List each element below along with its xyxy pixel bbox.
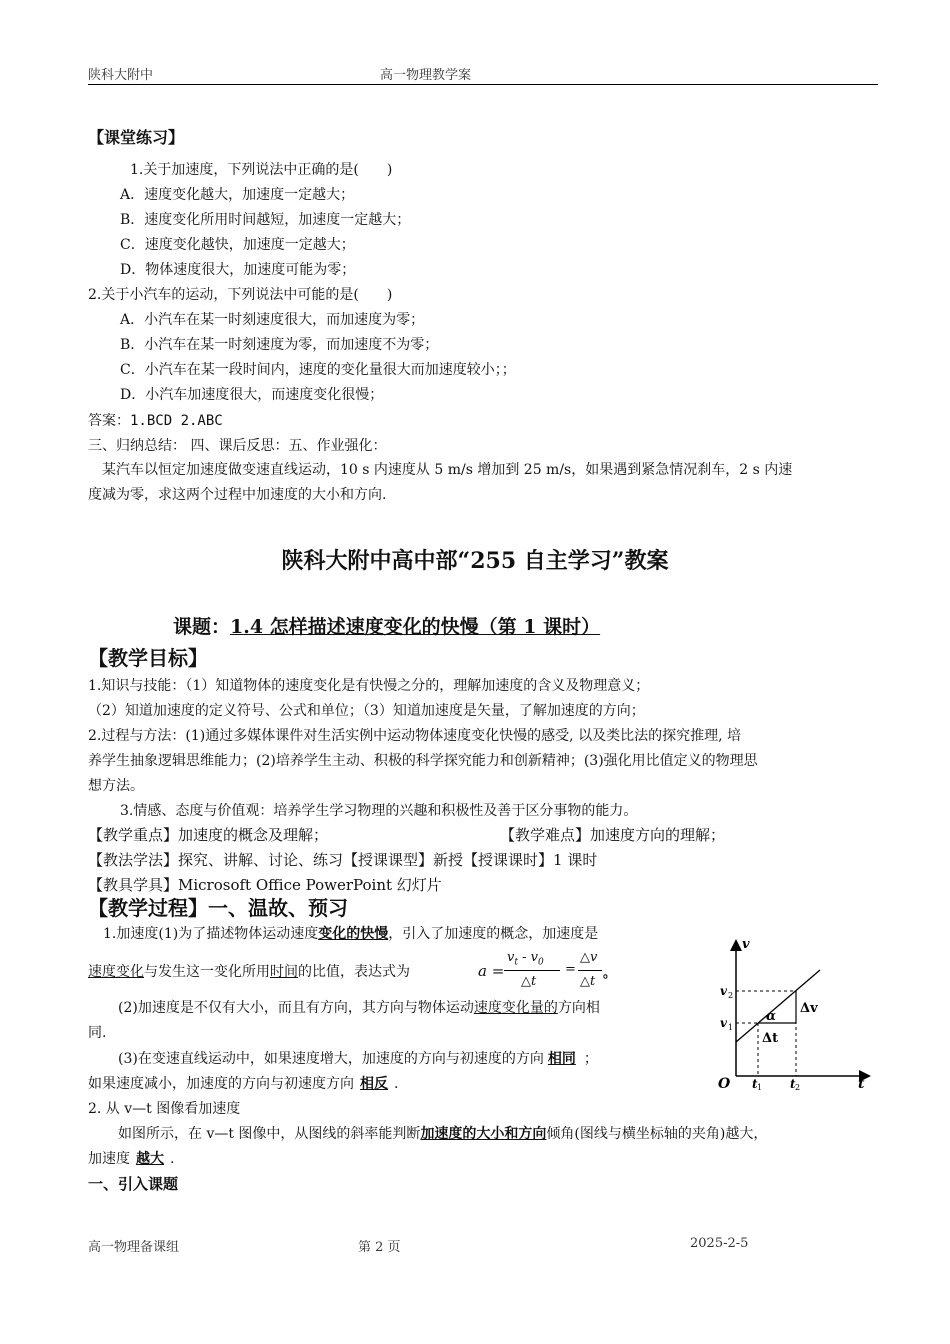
t2-label: t <box>790 1077 796 1090</box>
goals-heading: 【教学目标】 <box>88 646 208 670</box>
tools: 【教具学具】Microsoft Office PowerPoint 幻灯片 <box>88 876 442 894</box>
q2-option-a: A．小汽车在某一时刻速度很大，而加速度为零； <box>120 312 425 328</box>
review-p4 <box>118 1049 598 1069</box>
formula-v0-sub: 0 <box>538 957 544 968</box>
review-p3-blank: 速度变化量的 <box>473 1000 558 1016</box>
review-p2-b: 的比值，表达式为 <box>298 964 410 980</box>
review-p7-a: 如图所示，在 v—t 图像中，从图线的斜率能判断 <box>118 1126 421 1142</box>
review-p7-b: 倾角(图线与横坐标轴的夹角)越大， <box>546 1126 768 1142</box>
footer-page: 第 2 页 <box>358 1240 401 1255</box>
review-p6: 2. 从 v—t 图像看加速度 <box>88 1101 241 1117</box>
review-p2 <box>88 962 410 982</box>
footer-left: 高一物理备课组 <box>88 1240 180 1255</box>
formula-equals: = <box>565 962 576 977</box>
review-p3 <box>118 998 600 1018</box>
difficulty: 【教学难点】加速度方向的理解； <box>500 826 726 844</box>
t1-sub: 1 <box>757 1083 763 1090</box>
problem-line-1: 某汽车以恒定加速度做变速直线运动，10 s 内速度从 5 m/s 增加到 25 m/s，如果遇到紧急情况刹车，2 s 内速 <box>102 462 793 478</box>
formula-v0: v <box>530 950 539 965</box>
review-p5-a: 如果速度减小，加速度的方向与初速度方向 <box>88 1076 354 1092</box>
goal-1b: （2）知道加速度的定义符号、公式和单位；（3）知道加速度是矢量，了解加速度的方向； <box>88 703 645 719</box>
x-axis-label: t <box>858 1076 865 1090</box>
review-p2-a: 与发生这一变化所用 <box>144 964 270 980</box>
formula-numerator <box>507 950 544 968</box>
problem-line-2: 度减为零，求这两个过程中加速度的大小和方向. <box>88 487 387 503</box>
vt-graph <box>710 930 880 1090</box>
review-p7-blank: 加速度的大小和方向 <box>420 1126 547 1142</box>
summary-line: 三、归纳总结： 四、课后反思：五、作业强化： <box>88 438 387 454</box>
formula-dt: △t <box>580 974 596 989</box>
topic-text: 1.4 怎样描述速度变化的快慢（第 1 课时） <box>230 616 601 638</box>
review-p7 <box>118 1124 767 1144</box>
review-p3-b: 方向相 <box>557 1000 600 1016</box>
practice-heading: 【课堂练习】 <box>88 128 185 147</box>
review-p1 <box>103 924 598 944</box>
goal-2-line-1: 2.过程与方法：(1)通过多媒体课件对生活实例中运动物体速度变化快慢的感受, 以及类比法的探究推理, 培 <box>88 728 741 744</box>
y-axis-label: v <box>742 937 750 952</box>
header-rule <box>88 84 878 85</box>
q1-option-b: B．速度变化所用时间越短，加速度一定越大； <box>120 212 411 228</box>
review-p3-a: (2)加速度是不仅有大小，而且有方向，其方向与物体运动 <box>118 1000 474 1016</box>
review-p2-blank-2: 时间 <box>270 964 298 980</box>
v1-sub: 1 <box>728 1023 734 1032</box>
review-p5-blank: 相反 <box>360 1076 388 1092</box>
review-p5 <box>88 1074 398 1094</box>
formula-denominator: △t <box>521 974 537 989</box>
question-2: 2.关于小汽车的运动，下列说法中可能的是( ) <box>88 287 393 303</box>
review-p1-b: ，引入了加速度的概念，加速度是 <box>388 926 599 942</box>
lesson-plan-title: 陕科大附中高中部“255 自主学习”教案 <box>281 548 669 574</box>
formula-end: 。 <box>603 966 617 981</box>
v1-label: v <box>720 1016 727 1030</box>
formula-fraction-bar <box>504 970 560 971</box>
goal-1: 1.知识与技能：（1）知道物体的速度变化是有快慢之分的，理解加速度的含义及物理意义； <box>88 678 650 694</box>
goal-2-line-3: 想方法。 <box>88 778 144 794</box>
q1-option-a: A．速度变化越大，加速度一定越大； <box>120 187 355 203</box>
intro-heading: 一、引入课题 <box>88 1175 179 1193</box>
goal-2-line-2: 养学生抽象逻辑思维能力；(2)培养学生主动、积极的科学探究能力和创新精神；(3)强化用比值定义的物理思 <box>88 753 758 769</box>
q1-option-d: D．物体速度很大，加速度可能为零； <box>120 262 356 278</box>
formula-minus: - <box>522 950 527 965</box>
review-p3-c: 同. <box>88 1025 107 1041</box>
review-p2-blank-1: 速度变化 <box>88 964 144 980</box>
v2-label: v <box>720 984 727 998</box>
review-p1-blank: 变化的快慢 <box>318 926 389 942</box>
v2-sub: 2 <box>728 991 734 1000</box>
review-p5-b: . <box>394 1076 399 1092</box>
question-1: 1.关于加速度，下列说法中正确的是( ) <box>130 162 393 178</box>
review-p4-a: (3)在变速直线运动中，如果速度增大，加速度的方向与初速度的方向 <box>118 1051 544 1067</box>
q2-option-d: D．小汽车加速度很大，而速度变化很慢； <box>120 387 384 403</box>
topic-title <box>173 612 600 639</box>
formula-vt-sub: t <box>514 957 518 968</box>
process-heading: 【教学过程】一、温故、预习 <box>88 896 348 920</box>
q1-option-c: C．速度变化越快，加速度一定越大； <box>120 237 355 253</box>
review-p8-a: 加速度 <box>88 1151 130 1167</box>
header-left: 陕科大附中 <box>88 68 154 83</box>
goal-3: 3.情感、态度与价值观：培养学生学习物理的兴趣和积极性及善于区分事物的能力。 <box>120 803 638 819</box>
formula-a: a = <box>478 962 505 980</box>
formula-dv: △v <box>580 950 598 965</box>
dt-label: Δt <box>762 1031 779 1046</box>
review-p8 <box>88 1149 174 1169</box>
t2-sub: 2 <box>795 1083 801 1090</box>
topic-prefix: 课题： <box>173 616 231 638</box>
review-p8-b: . <box>170 1151 175 1167</box>
formula-vt: v <box>507 950 515 965</box>
methods: 【教法学法】探究、讲解、讨论、练习【授课课型】新授【授课课时】1 课时 <box>88 851 598 869</box>
q2-option-c: C．小汽车在某一段时间内，速度的变化量很大而加速度较小；； <box>120 362 516 378</box>
origin-label: O <box>718 1076 731 1090</box>
review-p8-blank: 越大 <box>136 1151 164 1167</box>
review-p4-blank: 相同 <box>547 1051 576 1067</box>
answer-line: 答案：1.BCD 2.ABC <box>88 413 223 429</box>
review-p1-a: 1.加速度(1)为了描述物体运动速度 <box>103 926 319 942</box>
header-center: 高一物理教学案 <box>380 68 472 83</box>
q2-option-b: B．小汽车在某一时刻速度为零，而加速度不为零； <box>120 337 439 353</box>
alpha-label: α <box>766 1009 777 1024</box>
formula-fraction-bar-2 <box>578 970 602 971</box>
footer-date: 2025-2-5 <box>690 1236 749 1251</box>
key-point: 【教学重点】加速度的概念及理解； <box>88 826 329 844</box>
dv-label: Δv <box>800 1001 818 1016</box>
t1-label: t <box>752 1077 758 1090</box>
review-p4-b: ； <box>583 1051 598 1067</box>
